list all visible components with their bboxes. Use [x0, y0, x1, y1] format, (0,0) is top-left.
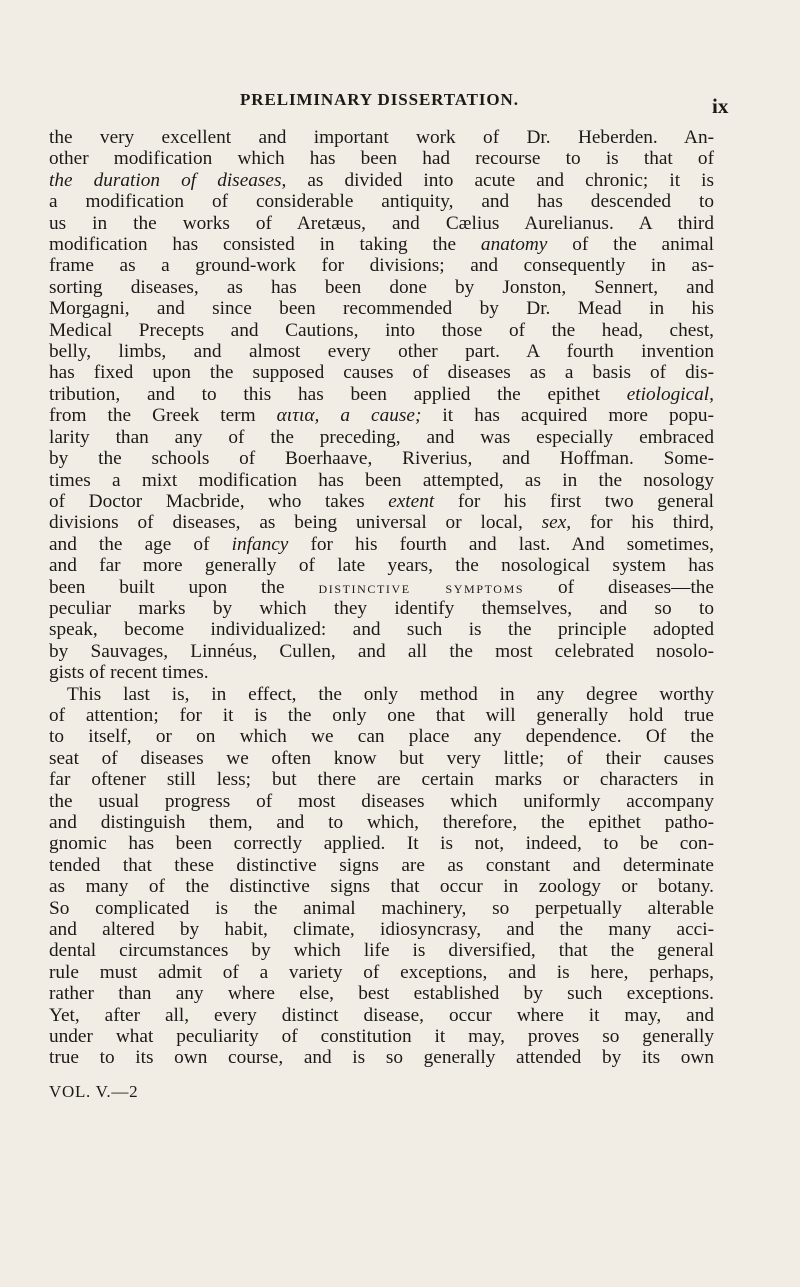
text-line: of attention; for it is the only one that will generally hold true: [49, 704, 714, 726]
text-line: belly, limbs, and almost every other part. A fourth invention: [49, 341, 714, 363]
text-line: tribution, and to this has been applied the epithet etiological,: [49, 383, 714, 405]
text-line: and distinguish them, and to which, therefore, the epithet patho-: [49, 812, 714, 833]
text-line: rather than any where else, best established by such exceptions.: [49, 983, 714, 1005]
text-line: the usual progress of most diseases which uniformly accompany: [49, 790, 714, 812]
text-line: tended that these distinctive signs are as constant and determinate: [49, 854, 714, 876]
text-line: divisions of diseases, as being universal or local, sex, for his third,: [49, 512, 714, 534]
text-line: seat of diseases we often know but very little; of their causes: [49, 747, 714, 769]
signature-mark: VOL. V.—2: [49, 1082, 139, 1101]
text-line: sorting diseases, as has been done by Jonston, Sennert, and: [49, 276, 714, 298]
text-line: speak, become individualized: and such is the principle adopted: [49, 619, 714, 641]
text-line: and far more generally of late years, the nosological system has: [49, 555, 714, 577]
text-line: far oftener still less; but there are certain marks or characters in: [49, 769, 714, 791]
running-head: [0, 90, 800, 120]
text-line: from the Greek term αιτια, a cause; it has acquired more popu-: [49, 405, 714, 427]
text-line: a modification of considerable antiquity, and has descended to: [49, 191, 714, 213]
text-line: under what peculiarity of constitution it may, proves so generally: [49, 1026, 714, 1048]
text-line: by the schools of Boerhaave, Riverius, and Hoffman. Some-: [49, 448, 714, 470]
running-title: PRELIMINARY DISSERTATION.: [240, 90, 519, 109]
text-line: Medical Precepts and Cautions, into those of the head, chest,: [49, 319, 714, 341]
text-line: true to its own course, and is so generally attended by its own: [49, 1047, 714, 1069]
text-line: peculiar marks by which they identify themselves, and so to: [49, 597, 714, 619]
page-number: ix: [712, 94, 729, 118]
text-line: other modification which has been had recourse to is that of: [49, 148, 714, 170]
text-line: us in the works of Aretæus, and Cælius Aurelianus. A third: [49, 212, 714, 234]
text-line: the duration of diseases, as divided into acute and chronic; it is: [49, 169, 715, 191]
body-text: [49, 127, 714, 1069]
text-line: larity than any of the preceding, and was especially embraced: [49, 426, 714, 448]
text-line: gnomic has been correctly applied. It is not, indeed, to be con-: [49, 833, 714, 855]
text-line: of Doctor Macbride, who takes extent for his first two general: [49, 490, 714, 512]
text-line: dental circumstances by which life is diversified, that the general: [49, 940, 714, 962]
text-line: been built upon the distinctive symptoms of diseases—the: [49, 576, 714, 598]
text-line: rule must admit of a variety of exceptions, and is here, perhaps,: [49, 961, 714, 983]
text-line: Morgagni, and since been recommended by Dr. Mead in his: [49, 298, 714, 320]
text-line: the very excellent and important work of Dr. Heberden. An-: [49, 127, 714, 148]
text-line: gists of recent times.: [49, 662, 209, 684]
text-line: times a mixt modification has been attempted, as in the nosology: [49, 469, 714, 491]
text-line: Yet, after all, every distinct disease, occur where it may, and: [49, 1004, 714, 1026]
text-line: and altered by habit, climate, idiosyncrasy, and the many acci-: [49, 919, 714, 941]
text-line: So complicated is the animal machinery, so perpetually alterable: [49, 897, 714, 919]
text-line: as many of the distinctive signs that occur in zoology or botany.: [49, 876, 714, 898]
text-line: has fixed upon the supposed causes of diseases as a basis of dis-: [49, 362, 714, 384]
text-line: frame as a ground-work for divisions; and consequently in as-: [49, 255, 714, 277]
text-line: to itself, or on which we can place any dependence. Of the: [49, 726, 714, 748]
text-line: by Sauvages, Linnéus, Cullen, and all the most celebrated nosolo-: [49, 640, 714, 662]
text-line: modification has consisted in taking the anatomy of the animal: [49, 234, 715, 256]
text-line: and the age of infancy for his fourth and last. And sometimes,: [49, 533, 714, 555]
text-line: This last is, in effect, the only method in any degree worthy: [67, 683, 714, 705]
